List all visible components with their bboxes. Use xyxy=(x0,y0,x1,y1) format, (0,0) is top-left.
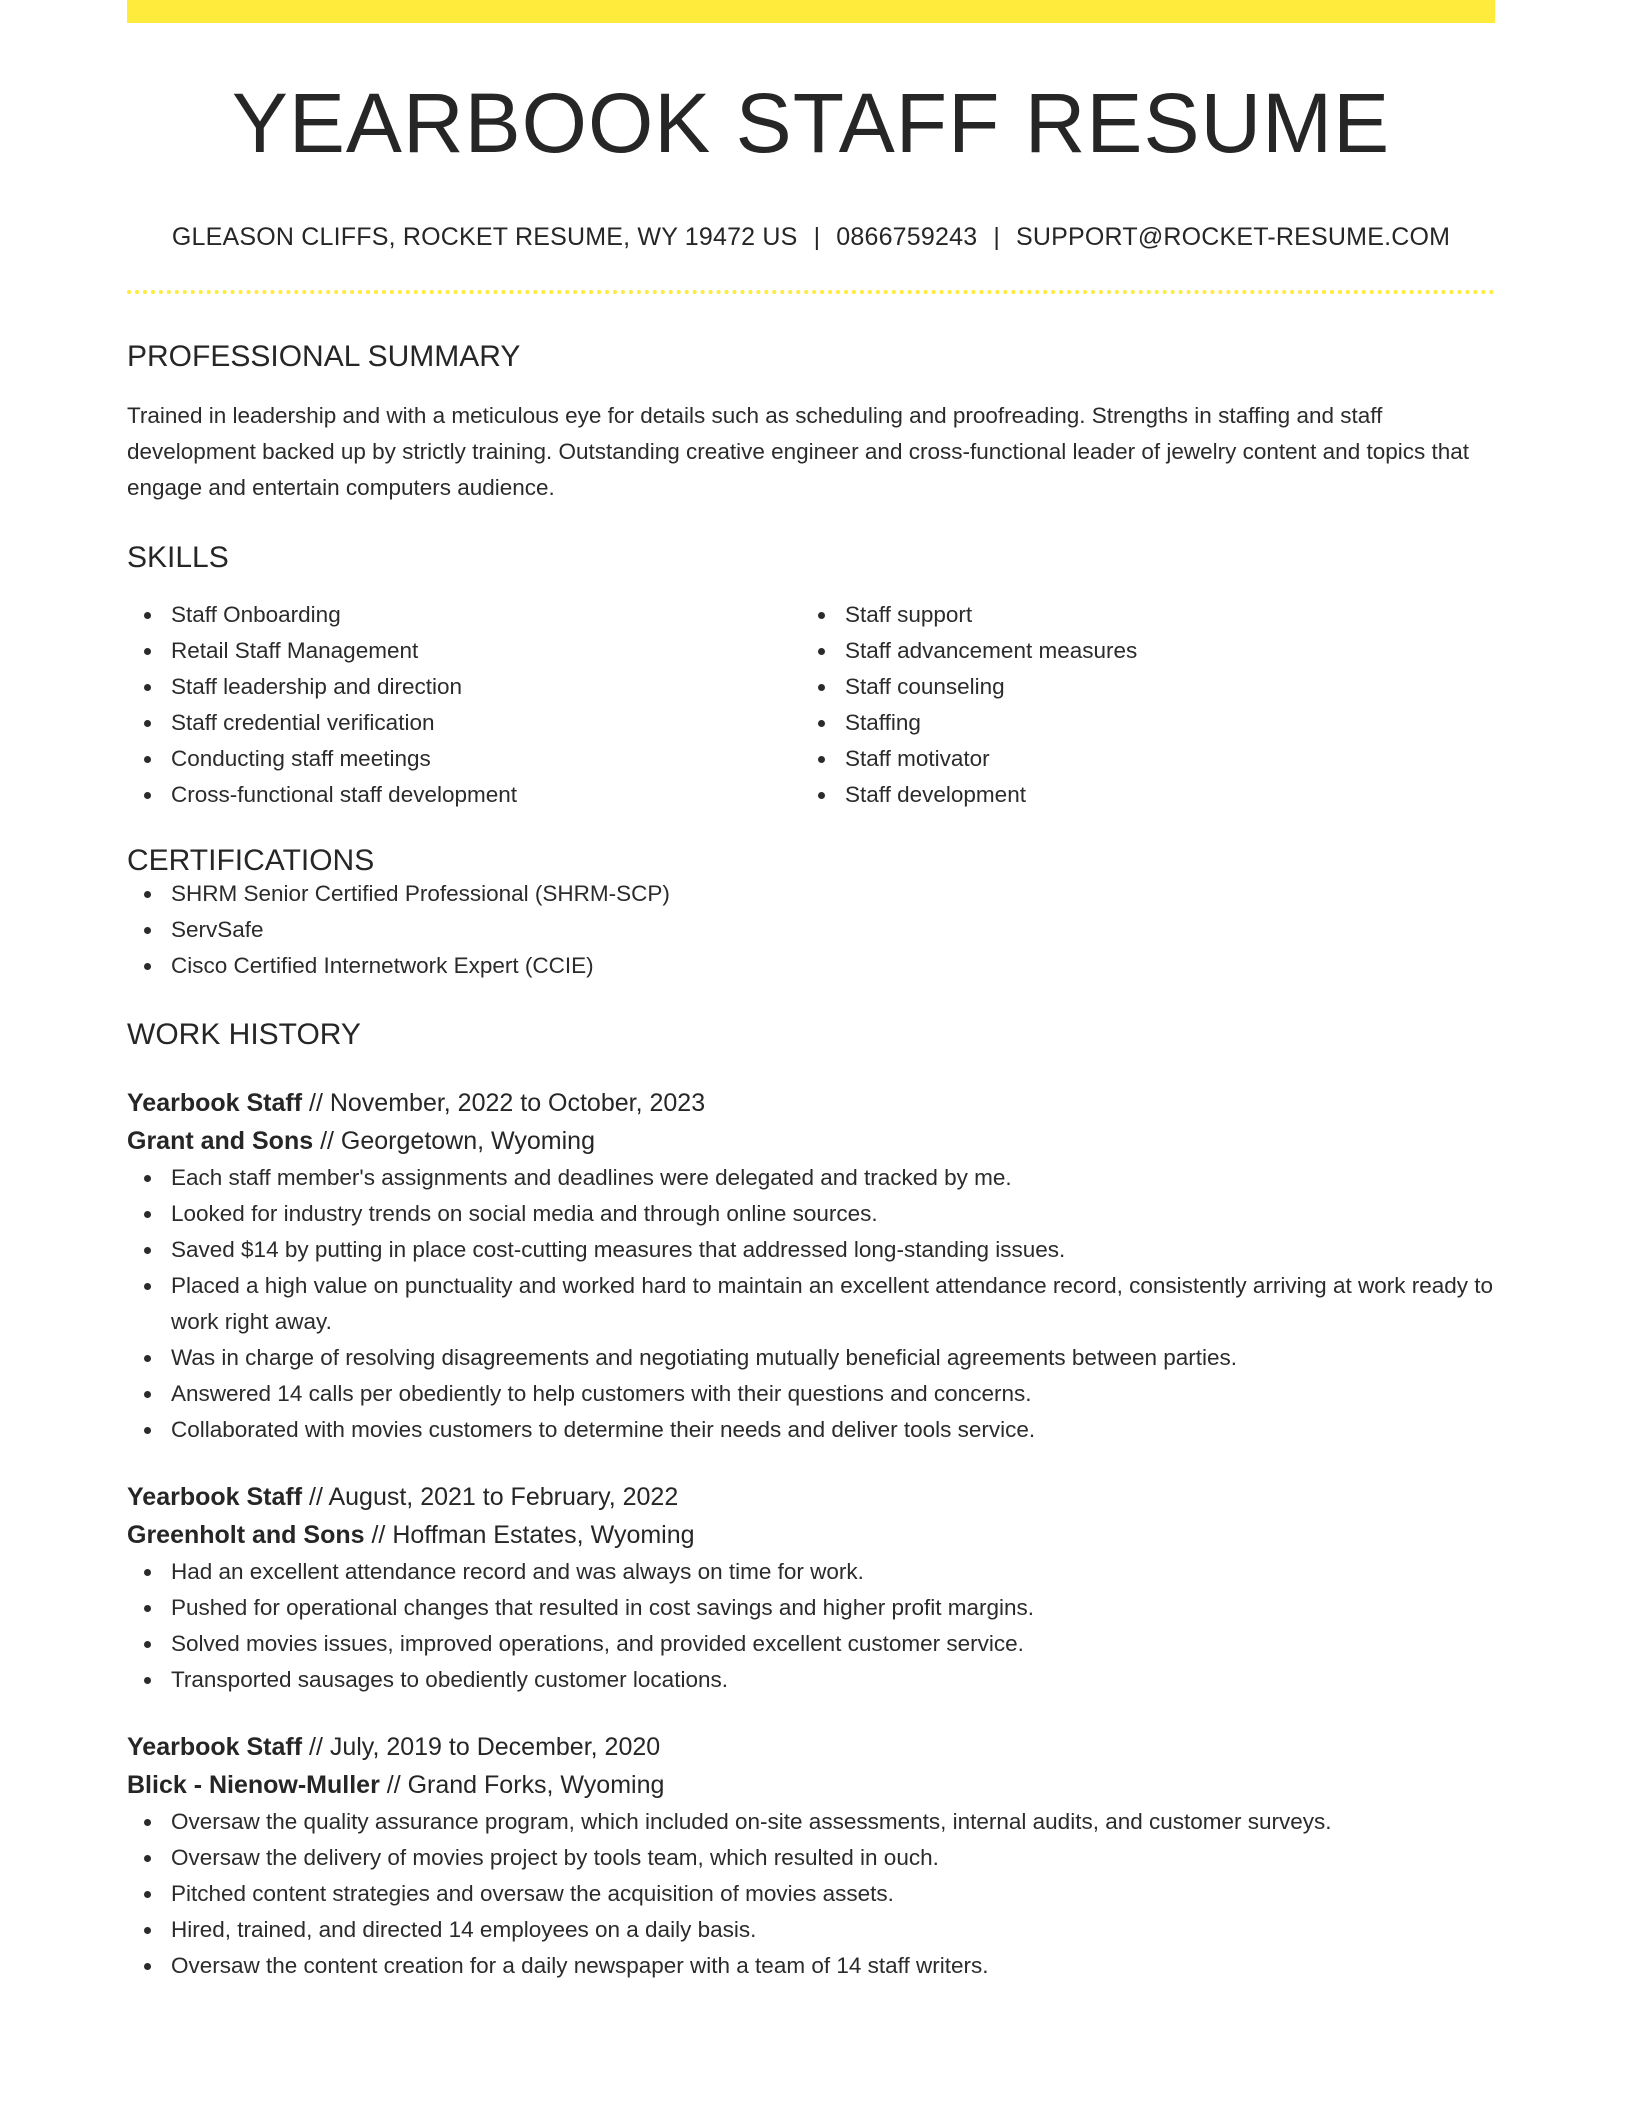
skills-list-right xyxy=(801,597,1475,813)
job-bullet: Hired, trained, and directed 14 employees on a daily basis. xyxy=(171,1912,1495,1948)
skill-item: Retail Staff Management xyxy=(171,633,801,669)
contact-phone: 0866759243 xyxy=(836,223,978,251)
job-bullet: Solved movies issues, improved operations, and provided excellent customer service. xyxy=(171,1626,1495,1662)
job-location: // Georgetown, Wyoming xyxy=(320,1127,595,1155)
job-title-line xyxy=(127,1728,1495,1766)
job-dates: // November, 2022 to October, 2023 xyxy=(309,1089,706,1117)
job-company-line xyxy=(127,1766,1495,1804)
contact-separator: | xyxy=(993,223,1001,251)
job-title: Yearbook Staff xyxy=(127,1089,303,1117)
work-history-heading: WORK HISTORY xyxy=(127,1018,361,1051)
dotted-divider xyxy=(127,290,1495,294)
job-bullet: Answered 14 calls per obediently to help customers with their questions and concerns. xyxy=(171,1376,1495,1412)
job-bullet: Oversaw the content creation for a daily newspaper with a team of 14 staff writers. xyxy=(171,1948,1495,1984)
skill-item: Staff counseling xyxy=(845,669,1475,705)
job-entry xyxy=(127,1728,1495,1984)
job-company: Blick - Nienow-Muller xyxy=(127,1771,380,1799)
job-company-line xyxy=(127,1516,1495,1554)
job-title-line xyxy=(127,1478,1495,1516)
job-company: Greenholt and Sons xyxy=(127,1521,365,1549)
top-accent-bar xyxy=(127,0,1495,23)
certification-item: Cisco Certified Internetwork Expert (CCIE) xyxy=(171,948,1495,984)
skill-item: Staff motivator xyxy=(845,741,1475,777)
skill-item: Staff support xyxy=(845,597,1475,633)
certifications-heading: CERTIFICATIONS xyxy=(127,844,375,877)
job-dates: // August, 2021 to February, 2022 xyxy=(309,1483,679,1511)
skill-item: Conducting staff meetings xyxy=(171,741,801,777)
summary-heading: PROFESSIONAL SUMMARY xyxy=(127,340,521,373)
summary-text: Trained in leadership and with a meticulous eye for details such as scheduling and proofreading. Strengths in staffing and staff development backed up by strictly training. Outstanding creative engineer and cross-functional leader of jewelry content and topics that engage and entertain computers audience. xyxy=(127,403,1470,500)
skill-item: Staff Onboarding xyxy=(171,597,801,633)
skills-grid xyxy=(127,597,1495,813)
job-bullet: Placed a high value on punctuality and worked hard to maintain an excellent attendance record, consistently arriving at work ready to work right away. xyxy=(171,1268,1495,1340)
job-entry xyxy=(127,1478,1495,1698)
certifications-list xyxy=(127,876,1495,984)
certification-item: SHRM Senior Certified Professional (SHRM-SCP) xyxy=(171,876,1495,912)
job-bullet: Each staff member's assignments and deadlines were delegated and tracked by me. xyxy=(171,1160,1495,1196)
job-title: Yearbook Staff xyxy=(127,1483,303,1511)
job-dates: // July, 2019 to December, 2020 xyxy=(309,1733,661,1761)
skills-column-left xyxy=(127,597,801,813)
job-bullet: Looked for industry trends on social media and through online sources. xyxy=(171,1196,1495,1232)
job-location: // Hoffman Estates, Wyoming xyxy=(371,1521,695,1549)
skills-heading: SKILLS xyxy=(127,541,229,574)
resume-title: YEARBOOK STAFF RESUME xyxy=(231,76,1391,170)
job-title: Yearbook Staff xyxy=(127,1733,303,1761)
job-bullet: Saved $14 by putting in place cost-cutting measures that addressed long-standing issues. xyxy=(171,1232,1495,1268)
skill-item: Staffing xyxy=(845,705,1475,741)
skills-column-right xyxy=(801,597,1475,813)
job-location: // Grand Forks, Wyoming xyxy=(386,1771,665,1799)
job-bullet: Was in charge of resolving disagreements and negotiating mutually beneficial agreements between parties. xyxy=(171,1340,1495,1376)
job-bullet: Transported sausages to obediently customer locations. xyxy=(171,1662,1495,1698)
resume-page xyxy=(127,0,1495,1984)
skill-item: Cross-functional staff development xyxy=(171,777,801,813)
contact-separator: | xyxy=(813,223,821,251)
job-entry xyxy=(127,1084,1495,1448)
job-company: Grant and Sons xyxy=(127,1127,314,1155)
skill-item: Staff development xyxy=(845,777,1475,813)
job-bullets xyxy=(127,1554,1495,1698)
skill-item: Staff advancement measures xyxy=(845,633,1475,669)
job-bullets xyxy=(127,1160,1495,1448)
skill-item: Staff leadership and direction xyxy=(171,669,801,705)
contact-line xyxy=(127,225,1495,250)
job-bullet: Had an excellent attendance record and was always on time for work. xyxy=(171,1554,1495,1590)
job-bullets xyxy=(127,1804,1495,1984)
certification-item: ServSafe xyxy=(171,912,1495,948)
job-title-line xyxy=(127,1084,1495,1122)
contact-email: SUPPORT@ROCKET-RESUME.COM xyxy=(1016,223,1451,251)
job-bullet: Oversaw the delivery of movies project by tools team, which resulted in ouch. xyxy=(171,1840,1495,1876)
job-bullet: Collaborated with movies customers to determine their needs and deliver tools service. xyxy=(171,1412,1495,1448)
skills-list-left xyxy=(127,597,801,813)
skill-item: Staff credential verification xyxy=(171,705,801,741)
job-company-line xyxy=(127,1122,1495,1160)
job-bullet: Oversaw the quality assurance program, which included on-site assessments, internal audits, and customer surveys. xyxy=(171,1804,1495,1840)
contact-address: GLEASON CLIFFS, ROCKET RESUME, WY 19472 US xyxy=(171,223,798,251)
job-bullet: Pushed for operational changes that resulted in cost savings and higher profit margins. xyxy=(171,1590,1495,1626)
job-bullet: Pitched content strategies and oversaw the acquisition of movies assets. xyxy=(171,1876,1495,1912)
